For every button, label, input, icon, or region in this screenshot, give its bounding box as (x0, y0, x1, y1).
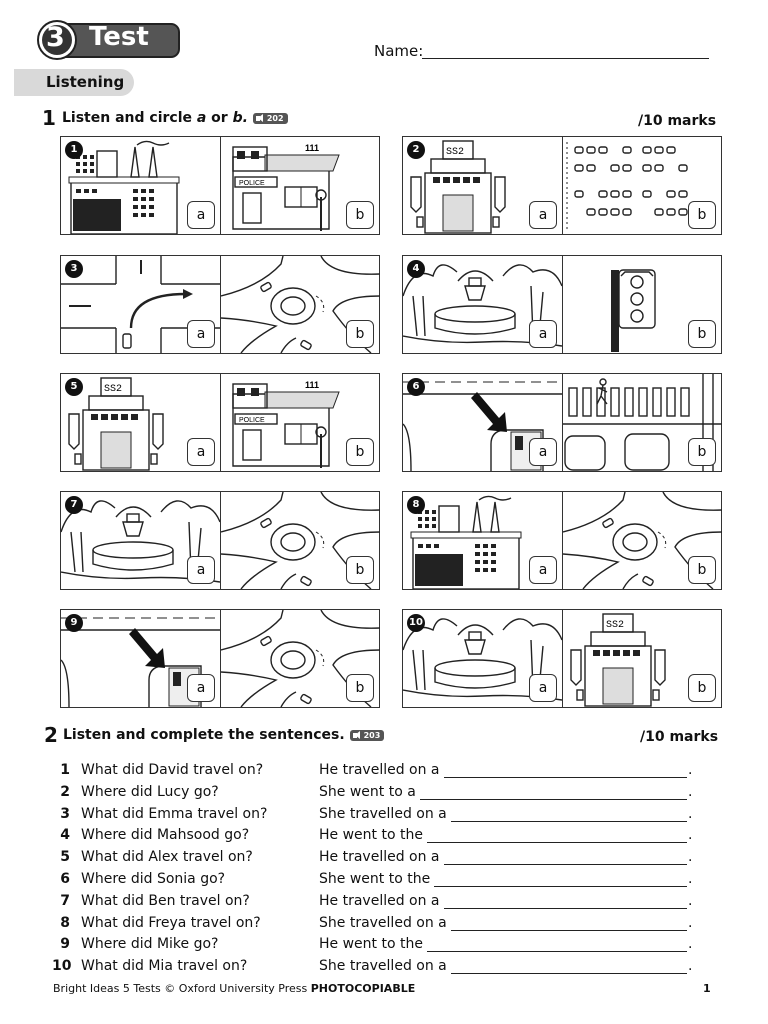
svg-text:SS2: SS2 (446, 147, 465, 158)
exercise2-instruction (63, 727, 384, 743)
question-number: 5 (65, 378, 83, 396)
question-number: 3 (65, 260, 83, 278)
item-period: . (688, 783, 693, 800)
option-a-button[interactable]: a (529, 320, 557, 348)
answer-field[interactable] (444, 908, 687, 909)
item-question: Where did Sonia go? (81, 871, 226, 887)
exercise1-number: 1 (42, 106, 56, 130)
item-period: . (688, 958, 693, 975)
option-a-button[interactable]: a (529, 556, 557, 584)
item-question: What did Alex travel on? (81, 849, 253, 866)
item-number: 3 (60, 805, 70, 822)
answer-field[interactable] (444, 777, 687, 778)
item-stem: He went to the (319, 936, 423, 953)
answer-field[interactable] (427, 842, 687, 843)
question-number: 6 (407, 378, 425, 396)
question-panel (402, 255, 722, 354)
question-number: 4 (407, 260, 425, 278)
item-number: 5 (60, 849, 70, 866)
list-item (0, 893, 768, 915)
item-number: 4 (60, 827, 70, 844)
item-stem: He travelled on a (319, 849, 440, 866)
question-panel (402, 609, 722, 708)
option-a-button[interactable]: a (529, 438, 557, 466)
exercise1-instruction (62, 110, 288, 126)
list-item (0, 915, 768, 937)
item-period: . (688, 805, 693, 822)
name-field[interactable] (422, 58, 709, 59)
item-question: What did Freya travel on? (81, 914, 261, 931)
item-period: . (688, 871, 693, 887)
question-panel (402, 491, 722, 590)
item-question: What did David travel on? (81, 762, 264, 778)
item-number: 1 (60, 762, 70, 778)
footer-copyright: Bright Ideas 5 Tests © Oxford University Press (53, 982, 311, 995)
list-item (0, 762, 768, 784)
answer-field[interactable] (451, 930, 687, 931)
option-a-button[interactable]: a (187, 556, 215, 584)
list-item (0, 849, 768, 871)
list-item (0, 936, 768, 958)
item-number: 9 (60, 936, 70, 953)
footer-photocopiable: PHOTOCOPIABLE (310, 982, 416, 995)
name-label: Name: (374, 42, 424, 60)
svg-text:111: 111 (305, 143, 320, 153)
exercise2-marks: /10 marks (640, 729, 719, 745)
item-period: . (688, 936, 693, 953)
option-a-button[interactable]: a (187, 201, 215, 229)
audio-track-icon[interactable]: 202 (253, 113, 288, 124)
question-panel (60, 136, 380, 235)
instruction-b: b. (232, 110, 248, 126)
option-b-button[interactable]: b (346, 438, 374, 466)
list-item (0, 784, 768, 806)
item-number: 8 (60, 914, 70, 931)
exercise2-number: 2 (44, 723, 58, 747)
answer-field[interactable] (420, 799, 687, 800)
item-question: What did Emma travel on? (81, 805, 268, 822)
item-question: Where did Mahsood go? (81, 827, 250, 844)
answer-field[interactable] (451, 973, 687, 974)
question-panel (60, 373, 380, 472)
item-stem: He travelled on a (319, 892, 440, 909)
instruction-text: Listen and circle (62, 110, 197, 126)
option-b-button[interactable]: b (346, 556, 374, 584)
page-number: 1 (703, 982, 711, 995)
item-stem: She went to the (319, 871, 431, 887)
page-title: Test (89, 22, 149, 52)
question-panel (402, 136, 722, 235)
unit-badge (37, 20, 180, 60)
option-a-button[interactable]: a (187, 438, 215, 466)
item-stem: She travelled on a (319, 914, 447, 931)
police-sign: POLICE (239, 417, 265, 424)
instruction-a: a (196, 110, 207, 126)
option-b-button[interactable]: b (688, 320, 716, 348)
instruction-or: or (206, 110, 233, 126)
item-stem: He went to the (319, 827, 423, 844)
answer-field[interactable] (444, 864, 687, 865)
item-number: 2 (60, 783, 70, 800)
list-item (0, 871, 768, 893)
question-panel (60, 609, 380, 708)
option-b-button[interactable]: b (346, 201, 374, 229)
svg-text:111: 111 (305, 380, 320, 390)
option-b-button[interactable]: b (688, 438, 716, 466)
police-sign: POLICE (239, 180, 265, 187)
option-a-button[interactable]: a (187, 320, 215, 348)
question-number: 10 (407, 614, 425, 632)
item-question: Where did Mike go? (81, 936, 219, 953)
svg-text:SS2: SS2 (606, 620, 625, 631)
question-number: 1 (65, 141, 83, 159)
question-panel (402, 373, 722, 472)
option-b-button[interactable]: b (688, 556, 716, 584)
item-question: Where did Lucy go? (81, 783, 219, 800)
option-a-button[interactable]: a (529, 201, 557, 229)
item-period: . (688, 914, 693, 931)
option-b-button[interactable]: b (346, 320, 374, 348)
item-question: What did Ben travel on? (81, 892, 250, 909)
item-stem: He travelled on a (319, 762, 440, 778)
question-panel (60, 255, 380, 354)
question-number: 8 (407, 496, 425, 514)
exercise1-marks: /10 marks (638, 113, 717, 129)
answer-field[interactable] (427, 951, 687, 952)
item-stem: She travelled on a (319, 805, 447, 822)
audio-track-icon[interactable]: 203 (350, 730, 385, 741)
item-period: . (688, 849, 693, 866)
question-number: 7 (65, 496, 83, 514)
list-item (0, 806, 768, 828)
option-a-button[interactable]: a (529, 674, 557, 702)
unit-number: 3 (46, 22, 65, 53)
answer-field[interactable] (434, 886, 687, 887)
answer-field[interactable] (451, 821, 687, 822)
question-number: 9 (65, 614, 83, 632)
svg-text:SS2: SS2 (104, 384, 123, 395)
item-period: . (688, 827, 693, 844)
item-stem: She travelled on a (319, 958, 447, 975)
item-period: . (688, 762, 693, 778)
question-panel (60, 491, 380, 590)
item-number: 10 (52, 958, 72, 975)
footer (53, 982, 415, 995)
list-item (0, 827, 768, 849)
item-number: 7 (60, 892, 70, 909)
option-b-button[interactable]: b (688, 201, 716, 229)
option-a-button[interactable]: a (187, 674, 215, 702)
item-question: What did Mia travel on? (81, 958, 248, 975)
question-number: 2 (407, 141, 425, 159)
item-period: . (688, 892, 693, 909)
option-b-button[interactable]: b (688, 674, 716, 702)
section-tab-label: Listening (46, 73, 125, 91)
instruction-text: Listen and complete the sentences. (63, 727, 345, 743)
option-b-button[interactable]: b (346, 674, 374, 702)
item-stem: She went to a (319, 783, 416, 800)
item-number: 6 (60, 871, 70, 887)
list-item (0, 958, 768, 980)
